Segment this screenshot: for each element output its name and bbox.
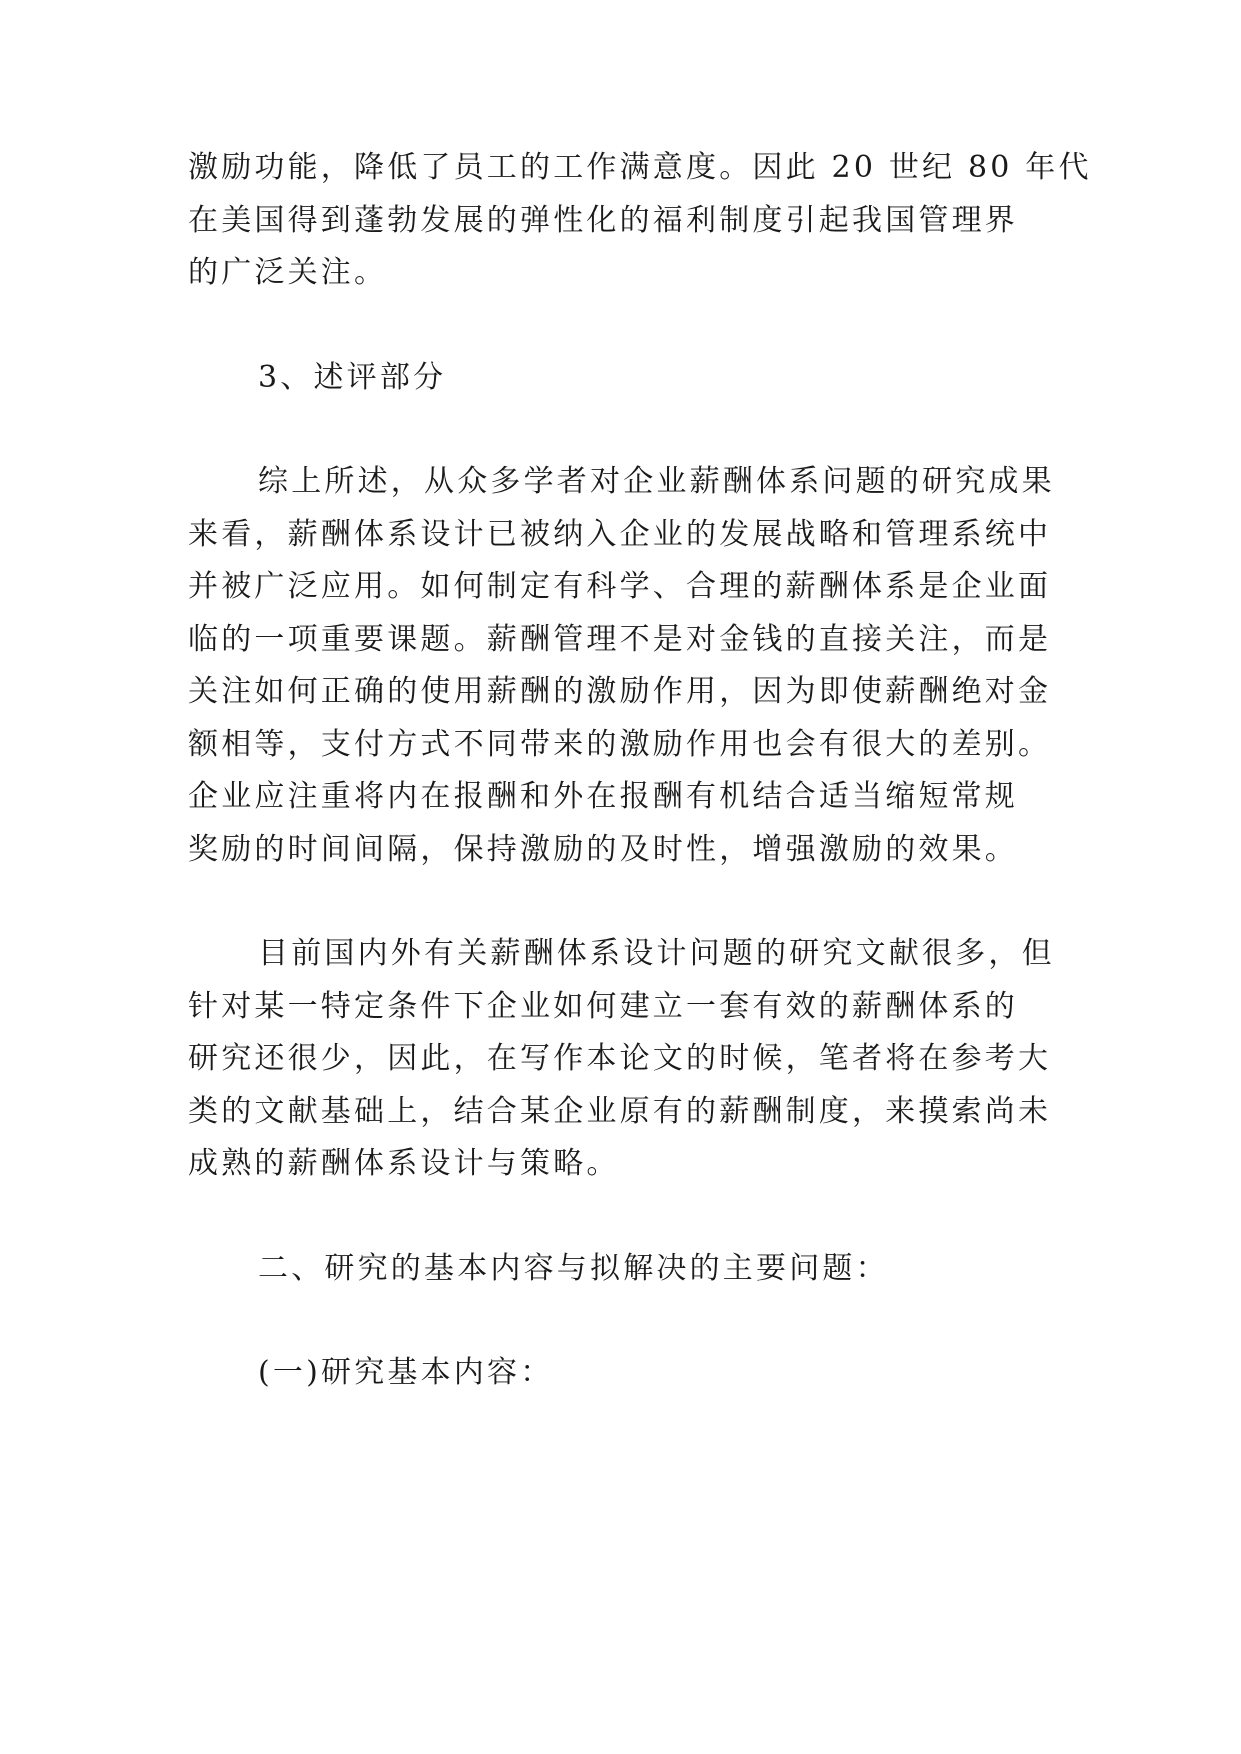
paragraph-line: 的广泛关注。 [188,255,388,290]
paragraph-line: 企业应注重将内在报酬和外在报酬有机结合适当缩短常规 [188,779,1018,814]
paragraph-line: 类的文献基础上，结合某企业原有的薪酬制度，来摸索尚未 [188,1094,1052,1129]
paragraph-line: 激励功能，降低了员工的工作满意度。因此 20 世纪 80 年代 [188,150,1092,185]
paragraph-line: 并被广泛应用。如何制定有科学、合理的薪酬体系是企业面 [188,569,1052,604]
section-heading: 二、研究的基本内容与拟解决的主要问题： [258,1251,889,1286]
section-heading: 3、述评部分 [258,360,447,395]
paragraph-line: 综上所述，从众多学者对企业薪酬体系问题的研究成果 [258,464,1055,499]
paragraph-line: 奖励的时间间隔，保持激励的及时性，增强激励的效果。 [188,832,1018,867]
paragraph-line: 针对某一特定条件下企业如何建立一套有效的薪酬体系的 [188,989,1018,1024]
paragraph-line: 额相等，支付方式不同带来的激励作用也会有很大的差别。 [188,727,1052,762]
paragraph-line: 研究还很少，因此，在写作本论文的时候，笔者将在参考大 [188,1041,1052,1076]
paragraph-line: 成熟的薪酬体系设计与策略。 [188,1146,620,1181]
paragraph-line: 关注如何正确的使用薪酬的激励作用，因为即使薪酬绝对金 [188,674,1052,709]
paragraph-line: 目前国内外有关薪酬体系设计问题的研究文献很多，但 [258,936,1055,971]
paragraph-line: 在美国得到蓬勃发展的弹性化的福利制度引起我国管理界 [188,203,1018,238]
paragraph-line: 临的一项重要课题。薪酬管理不是对金钱的直接关注，而是 [188,622,1052,657]
paragraph-line: 来看，薪酬体系设计已被纳入企业的发展战略和管理系统中 [188,517,1052,552]
subsection-heading: (一)研究基本内容： [258,1355,554,1390]
